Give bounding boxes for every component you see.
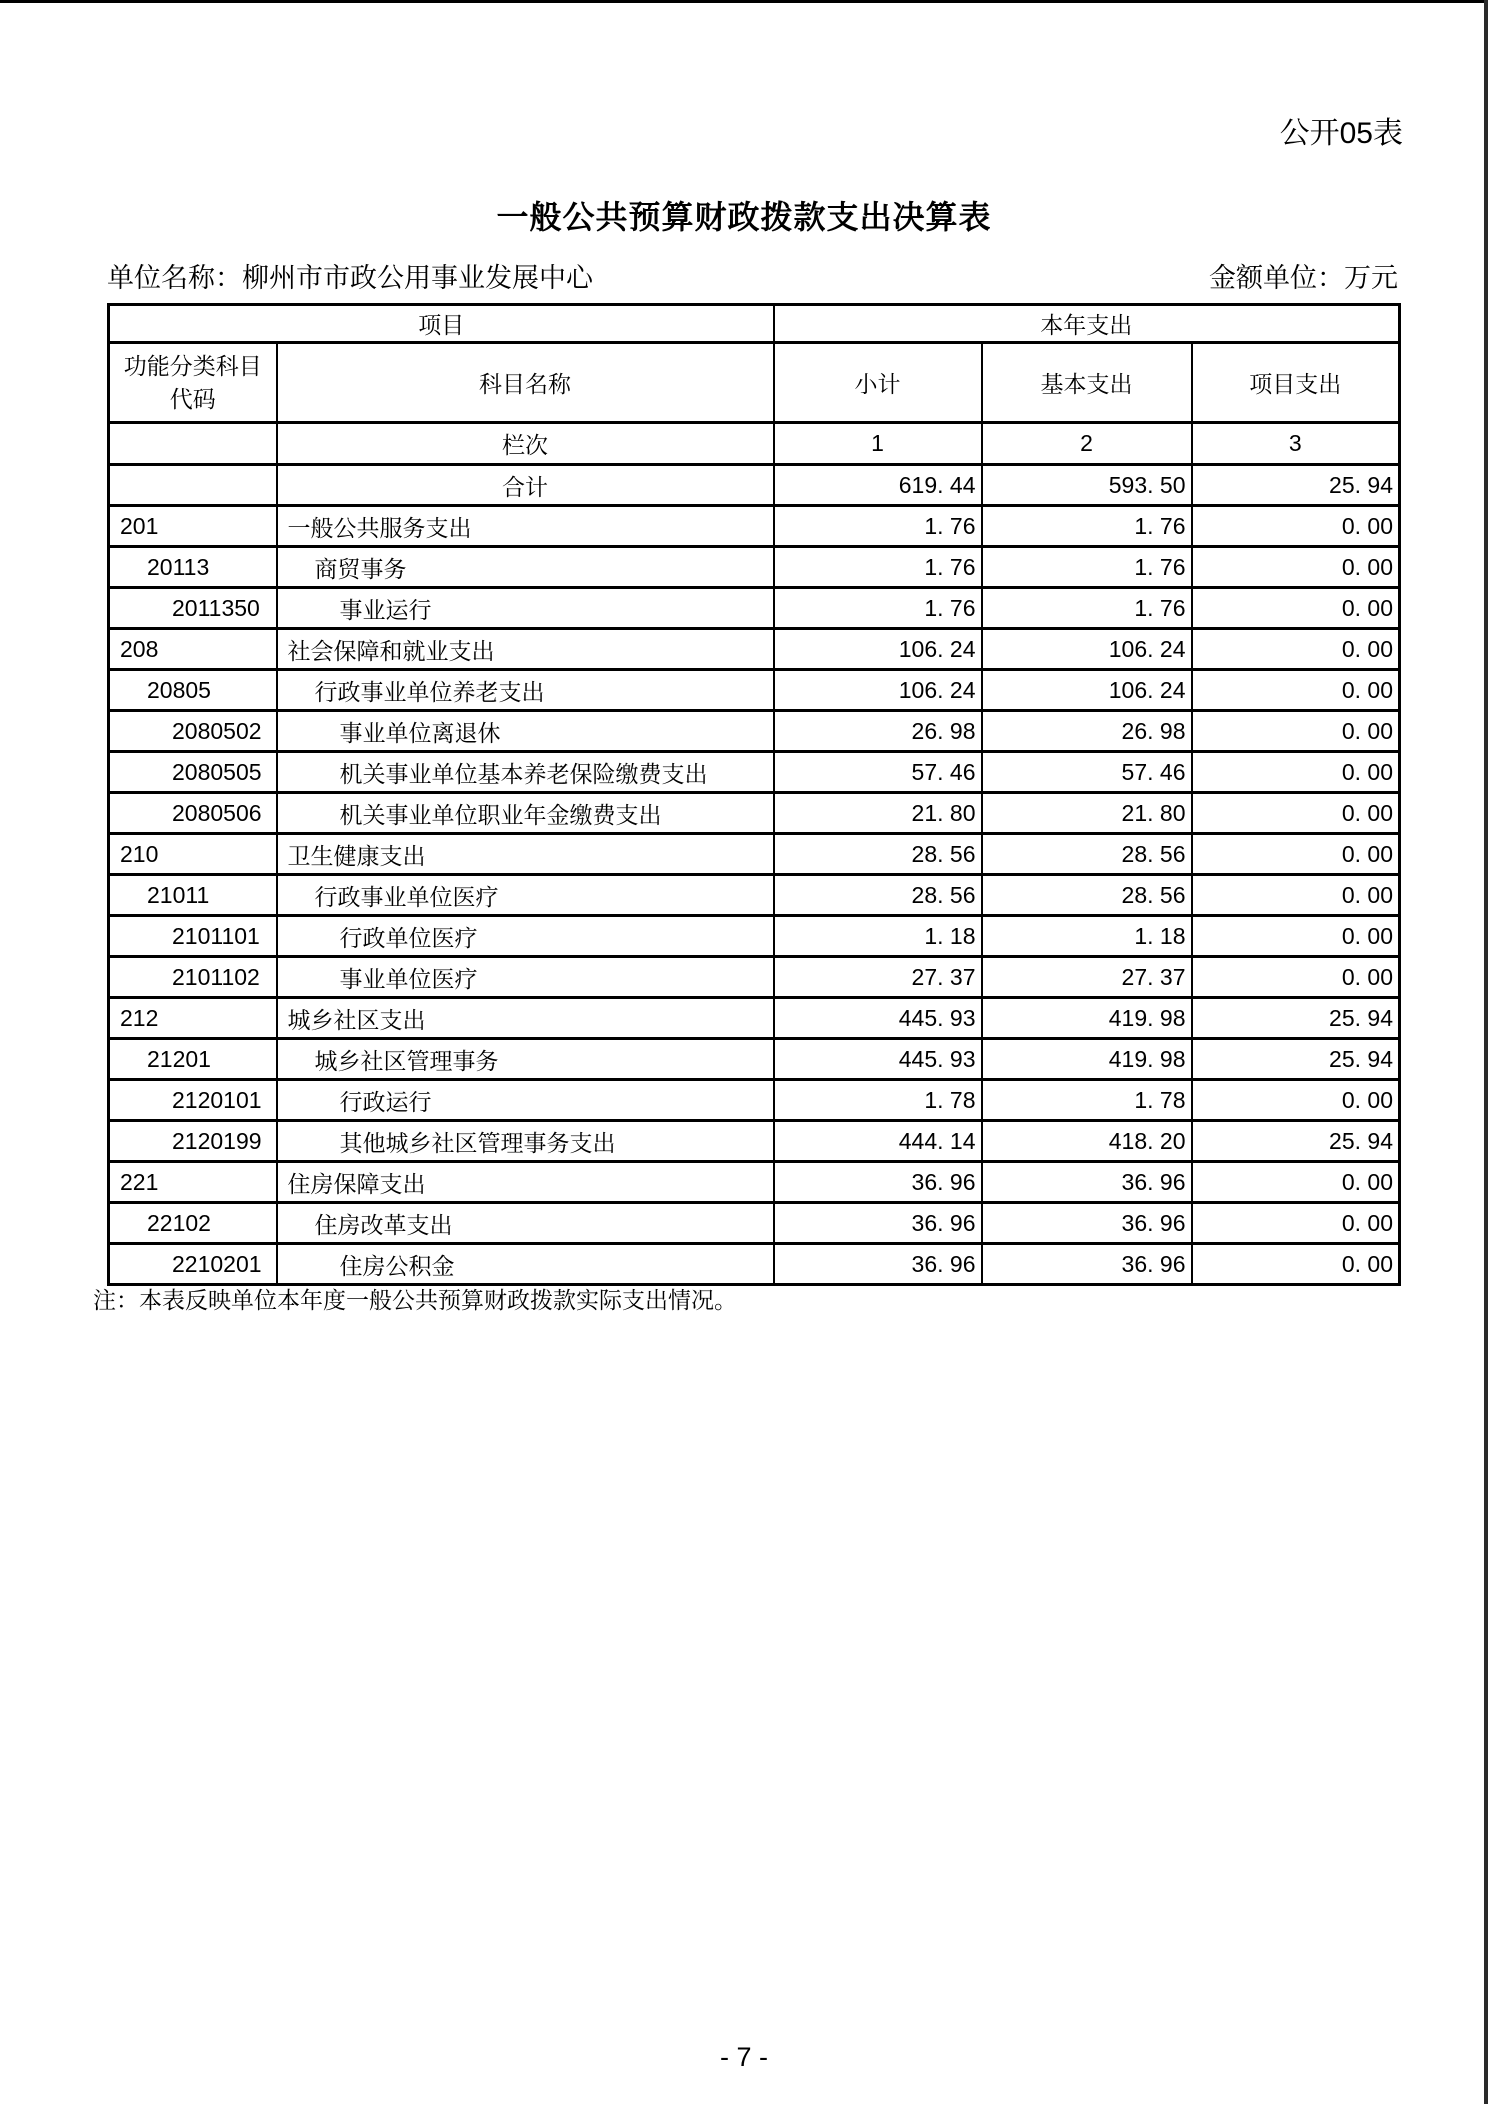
subtotal-value: 21. 80: [774, 793, 982, 834]
subject-name: 住房保障支出: [277, 1162, 774, 1203]
subtotal-value: 57. 46: [774, 752, 982, 793]
project-expenditure-value: 0. 00: [1192, 1203, 1400, 1244]
subject-code: 212: [109, 998, 277, 1039]
table-row: [109, 916, 1400, 957]
subtotal-value: 28. 56: [774, 875, 982, 916]
project-expenditure-value: 0. 00: [1192, 629, 1400, 670]
basic-expenditure-value: 36. 96: [982, 1244, 1192, 1285]
subject-code: 208: [109, 629, 277, 670]
basic-expenditure-value: 36. 96: [982, 1203, 1192, 1244]
subject-name: 事业运行: [277, 588, 774, 629]
basic-expenditure-value: 1. 78: [982, 1080, 1192, 1121]
form-tag: 公开05表: [1279, 117, 1403, 150]
lanci-label: 栏次: [277, 423, 774, 465]
basic-expenditure-value: 57. 46: [982, 752, 1192, 793]
subtotal-value: 36. 96: [774, 1162, 982, 1203]
subject-code: 20113: [109, 547, 277, 588]
header-row-lanci: [109, 423, 1400, 465]
table-row: [109, 1080, 1400, 1121]
table-row: [109, 998, 1400, 1039]
table-row: [109, 1121, 1400, 1162]
subtotal-value: 1. 76: [774, 547, 982, 588]
subtotal-value: 1. 76: [774, 506, 982, 547]
table-row: [109, 1244, 1400, 1285]
header-basic-expenditure: 基本支出: [982, 343, 1192, 423]
header-row-columns: [109, 343, 1400, 423]
basic-expenditure-value: 28. 56: [982, 875, 1192, 916]
subject-name: 其他城乡社区管理事务支出: [277, 1121, 774, 1162]
subject-code: 2210201: [109, 1244, 277, 1285]
project-expenditure-value: 0. 00: [1192, 588, 1400, 629]
subject-code: 221: [109, 1162, 277, 1203]
subject-code: 2080502: [109, 711, 277, 752]
subject-name: 机关事业单位基本养老保险缴费支出: [277, 752, 774, 793]
subtotal-value: 445. 93: [774, 998, 982, 1039]
amount-unit-label: 金额单位：万元: [1209, 263, 1398, 293]
total-row: [109, 465, 1400, 506]
basic-expenditure-value: 418. 20: [982, 1121, 1192, 1162]
subject-name: 住房公积金: [277, 1244, 774, 1285]
table-row: [109, 629, 1400, 670]
table-row: [109, 1162, 1400, 1203]
table-row: [109, 711, 1400, 752]
table-row: [109, 793, 1400, 834]
footnote: 注：本表反映单位本年度一般公共预算财政拨款实际支出情况。: [93, 1287, 737, 1313]
basic-expenditure-value: 27. 37: [982, 957, 1192, 998]
table-row: [109, 1203, 1400, 1244]
subject-name: 社会保障和就业支出: [277, 629, 774, 670]
basic-expenditure-value: 1. 76: [982, 506, 1192, 547]
subject-code: 210: [109, 834, 277, 875]
project-expenditure-value: 0. 00: [1192, 506, 1400, 547]
subject-code: 2120101: [109, 1080, 277, 1121]
table-row: [109, 875, 1400, 916]
subtotal-value: 106. 24: [774, 629, 982, 670]
project-expenditure-value: 0. 00: [1192, 670, 1400, 711]
header-subtotal: 小计: [774, 343, 982, 423]
subject-code: 2101101: [109, 916, 277, 957]
subject-code: 2101102: [109, 957, 277, 998]
project-expenditure-value: 0. 00: [1192, 957, 1400, 998]
project-expenditure-value: 0. 00: [1192, 793, 1400, 834]
scan-right-edge: [1484, 0, 1488, 2104]
subject-code: 2080506: [109, 793, 277, 834]
table-row: [109, 506, 1400, 547]
header-project-expenditure: 项目支出: [1192, 343, 1400, 423]
subject-name: 行政事业单位养老支出: [277, 670, 774, 711]
project-expenditure-value: 25. 94: [1192, 1121, 1400, 1162]
project-expenditure-value: 0. 00: [1192, 875, 1400, 916]
subject-code: 21011: [109, 875, 277, 916]
basic-expenditure-value: 593. 50: [982, 465, 1192, 506]
subject-code: 22102: [109, 1203, 277, 1244]
table-row: [109, 752, 1400, 793]
table-row: [109, 957, 1400, 998]
header-project: 项目: [109, 305, 774, 343]
subtotal-value: 1. 76: [774, 588, 982, 629]
project-expenditure-value: 25. 94: [1192, 465, 1400, 506]
subject-name: 事业单位离退休: [277, 711, 774, 752]
basic-expenditure-value: 28. 56: [982, 834, 1192, 875]
subject-name: 城乡社区管理事务: [277, 1039, 774, 1080]
project-expenditure-value: 0. 00: [1192, 1162, 1400, 1203]
subject-code: 2011350: [109, 588, 277, 629]
subtotal-value: 28. 56: [774, 834, 982, 875]
lanci-col-1: 1: [774, 423, 982, 465]
subject-name: 卫生健康支出: [277, 834, 774, 875]
subject-code: 21201: [109, 1039, 277, 1080]
lanci-col-3: 3: [1192, 423, 1400, 465]
subtotal-value: 445. 93: [774, 1039, 982, 1080]
lanci-empty-cell: [109, 423, 277, 465]
project-expenditure-value: 25. 94: [1192, 1039, 1400, 1080]
subject-name: 商贸事务: [277, 547, 774, 588]
subject-name: 行政运行: [277, 1080, 774, 1121]
project-expenditure-value: 25. 94: [1192, 998, 1400, 1039]
header-subject-name: 科目名称: [277, 343, 774, 423]
subtotal-value: 106. 24: [774, 670, 982, 711]
subtotal-value: 27. 37: [774, 957, 982, 998]
subtotal-value: 1. 18: [774, 916, 982, 957]
unit-name-label: 单位名称：柳州市市政公用事业发展中心: [107, 263, 593, 293]
subject-code: 2080505: [109, 752, 277, 793]
page-title: 一般公共预算财政拨款支出决算表: [496, 199, 992, 235]
subtotal-value: 26. 98: [774, 711, 982, 752]
basic-expenditure-value: 26. 98: [982, 711, 1192, 752]
lanci-col-2: 2: [982, 423, 1192, 465]
budget-table: [107, 303, 1401, 1286]
subject-name: 事业单位医疗: [277, 957, 774, 998]
subject-code: 20805: [109, 670, 277, 711]
subtotal-value: 619. 44: [774, 465, 982, 506]
project-expenditure-value: 0. 00: [1192, 547, 1400, 588]
subject-name: 行政事业单位医疗: [277, 875, 774, 916]
subject-name: 一般公共服务支出: [277, 506, 774, 547]
basic-expenditure-value: 1. 76: [982, 588, 1192, 629]
table-row: [109, 547, 1400, 588]
subtotal-value: 444. 14: [774, 1121, 982, 1162]
project-expenditure-value: 0. 00: [1192, 834, 1400, 875]
basic-expenditure-value: 1. 18: [982, 916, 1192, 957]
subtotal-value: 36. 96: [774, 1203, 982, 1244]
header-function-code: 功能分类科目 代码: [109, 343, 277, 423]
basic-expenditure-value: 419. 98: [982, 998, 1192, 1039]
subject-code: [109, 465, 277, 506]
header-current-year-expenditure: 本年支出: [774, 305, 1400, 343]
subtotal-value: 1. 78: [774, 1080, 982, 1121]
table-row: [109, 834, 1400, 875]
project-expenditure-value: 0. 00: [1192, 752, 1400, 793]
meta-row: [107, 261, 1398, 295]
table-row: [109, 670, 1400, 711]
scan-top-edge: [0, 0, 1488, 3]
basic-expenditure-value: 21. 80: [982, 793, 1192, 834]
basic-expenditure-value: 36. 96: [982, 1162, 1192, 1203]
subject-name: 合计: [277, 465, 774, 506]
project-expenditure-value: 0. 00: [1192, 916, 1400, 957]
table-row: [109, 1039, 1400, 1080]
project-expenditure-value: 0. 00: [1192, 1080, 1400, 1121]
basic-expenditure-value: 419. 98: [982, 1039, 1192, 1080]
basic-expenditure-value: 106. 24: [982, 670, 1192, 711]
project-expenditure-value: 0. 00: [1192, 711, 1400, 752]
subtotal-value: 36. 96: [774, 1244, 982, 1285]
subject-name: 行政单位医疗: [277, 916, 774, 957]
subject-code: 201: [109, 506, 277, 547]
subject-name: 住房改革支出: [277, 1203, 774, 1244]
subject-code: 2120199: [109, 1121, 277, 1162]
table-row: [109, 588, 1400, 629]
project-expenditure-value: 0. 00: [1192, 1244, 1400, 1285]
basic-expenditure-value: 1. 76: [982, 547, 1192, 588]
page-number: - 7 -: [719, 2042, 768, 2072]
subject-name: 城乡社区支出: [277, 998, 774, 1039]
basic-expenditure-value: 106. 24: [982, 629, 1192, 670]
subject-name: 机关事业单位职业年金缴费支出: [277, 793, 774, 834]
header-row-groups: [109, 305, 1400, 343]
